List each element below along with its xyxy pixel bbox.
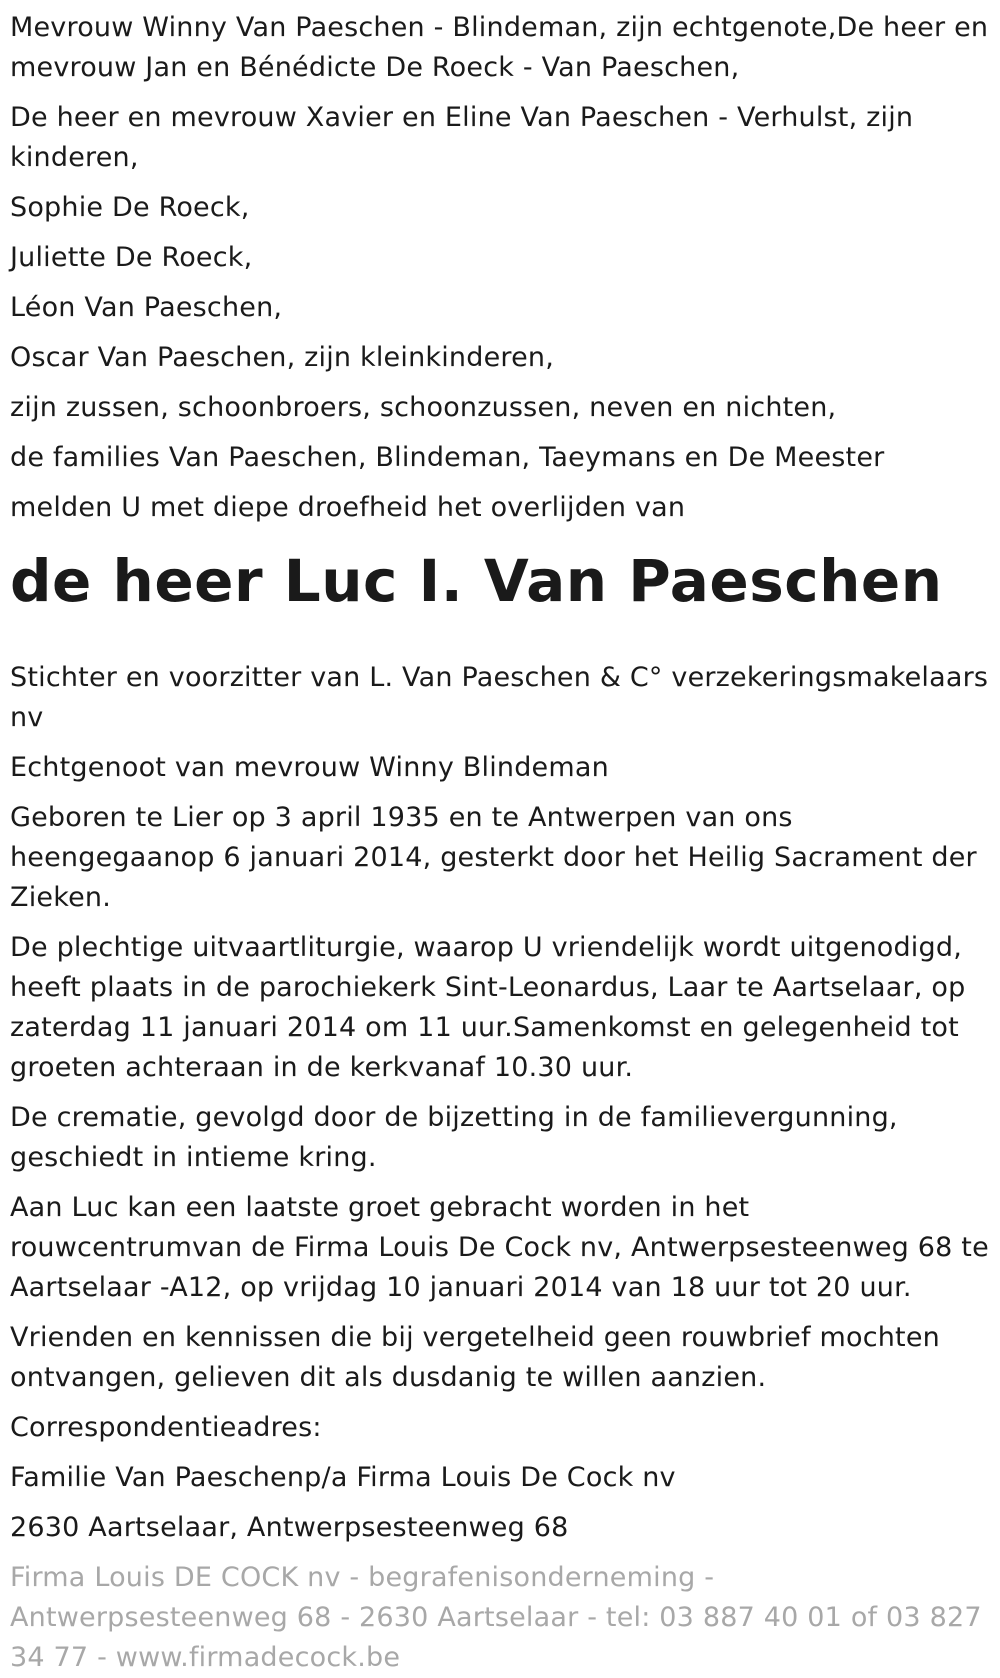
announcement-line: melden U met diepe droefheid het overlijden van — [10, 492, 686, 523]
detail-paragraph: Stichter en voorzitter van L. Van Paeschen & C° verzekeringsmakelaars nv — [10, 662, 989, 733]
family-line: Sophie De Roeck, — [10, 192, 250, 223]
family-line: Juliette De Roeck, — [10, 242, 253, 273]
family-line: Mevrouw Winny Van Paeschen - Blindeman, zijn echtgenote,De heer en mevrouw Jan en Bénédicte De Roeck - Van Paeschen, — [10, 12, 989, 83]
detail-paragraph: De crematie, gevolgd door de bijzetting in de familievergunning, geschiedt in intieme kring. — [10, 1102, 898, 1173]
obituary-details — [10, 658, 990, 1548]
family-line: zijn zussen, schoonbroers, schoonzussen, neven en nichten, — [10, 392, 837, 423]
correspondence-address: 2630 Aartselaar, Antwerpsesteenweg 68 — [10, 1512, 569, 1543]
family-line: De heer en mevrouw Xavier en Eline Van Paeschen - Verhulst, zijn kinderen, — [10, 102, 914, 173]
detail-paragraph: Geboren te Lier op 3 april 1935 en te Antwerpen van ons heengegaanop 6 januari 2014, gesterkt door het Heilig Sacrament der Zieken. — [10, 802, 977, 913]
correspondence-label: Correspondentieadres: — [10, 1412, 322, 1443]
detail-paragraph: Vrienden en kennissen die bij vergetelheid geen rouwbrief mochten ontvangen, gelieven dit als dusdanig te willen aanzien. — [10, 1322, 940, 1393]
family-line: Léon Van Paeschen, — [10, 292, 283, 323]
detail-paragraph: De plechtige uitvaartliturgie, waarop U vriendelijk wordt uitgenodigd, heeft plaats in de parochiekerk Sint-Leonardus, Laar te Aartselaar, op zaterdag 11 januari 2014 om 11 uur.Samenkomst en gelegenheid tot groeten achteraan in de kerkvanaf 10.30 uur. — [10, 932, 966, 1083]
family-announcement — [10, 8, 990, 528]
funeral-home-footer: Firma Louis DE COCK nv - begrafenisonderneming - Antwerpsesteenweg 68 - 2630 Aartselaar - tel: 03 887 40 01 of 03 827 34 77 - www.firmadecock.be — [10, 1562, 982, 1673]
deceased-name-heading: de heer Luc I. Van Paeschen — [10, 547, 943, 615]
family-line: Oscar Van Paeschen, zijn kleinkinderen, — [10, 342, 554, 373]
detail-paragraph: Echtgenoot van mevrouw Winny Blindeman — [10, 752, 609, 783]
family-line: de families Van Paeschen, Blindeman, Taeymans en De Meester — [10, 442, 885, 473]
correspondence-name: Familie Van Paeschenp/a Firma Louis De Cock nv — [10, 1462, 676, 1493]
detail-paragraph: Aan Luc kan een laatste groet gebracht worden in het rouwcentrumvan de Firma Louis De Cock nv, Antwerpsesteenweg 68 te Aartselaar -A12, op vrijdag 10 januari 2014 van 18 uur tot 20 uur. — [10, 1192, 989, 1303]
